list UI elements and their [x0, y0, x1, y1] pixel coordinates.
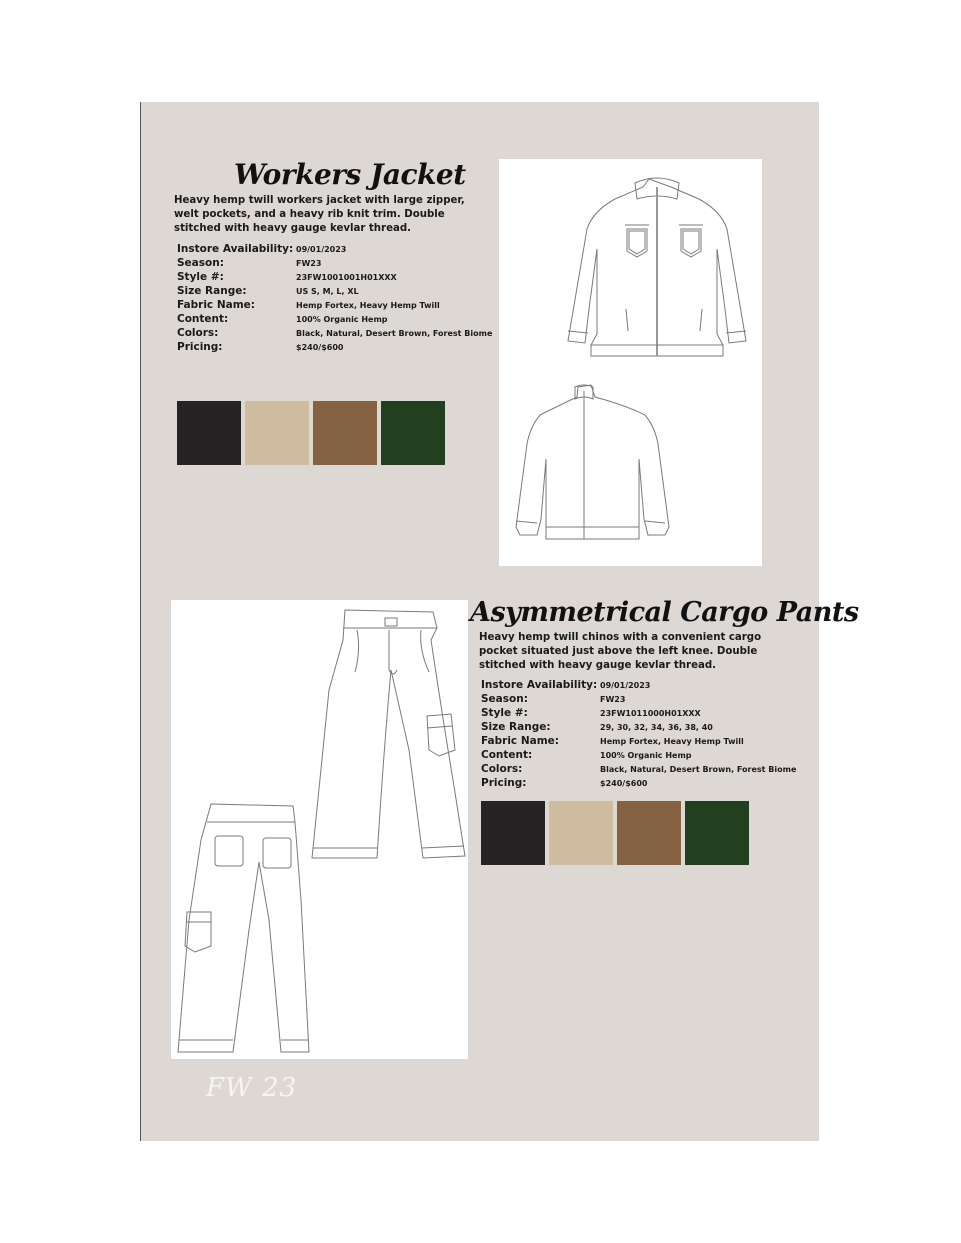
spec-value: FW23 [600, 695, 626, 704]
spec-label: Instore Availability: [177, 243, 294, 255]
season-footer: FW 23 [206, 1073, 298, 1103]
swatch-forest-biome [685, 801, 749, 865]
spec-value: FW23 [296, 259, 322, 268]
jacket-description: Heavy hemp twill workers jacket with large zipper, welt pockets, and a heavy rib knit trim. Double stitched with heavy gauge kevlar thread. [174, 195, 465, 234]
spec-value: Black, Natural, Desert Brown, Forest Biome [600, 765, 797, 774]
spec-label: Pricing: [177, 341, 223, 353]
spec-value: 23FW1001001H01XXX [296, 273, 397, 282]
pants-title: Asymmetrical Cargo Pants [470, 597, 859, 628]
jacket-color-swatches [177, 401, 445, 465]
jacket-title: Workers Jacket [234, 158, 466, 191]
spec-label: Season: [177, 257, 224, 269]
jacket-flat-sketch [499, 159, 762, 566]
spec-value: $240/$600 [296, 343, 344, 352]
spec-value: $240/$600 [600, 779, 648, 788]
spec-value: 23FW1011000H01XXX [600, 709, 701, 718]
spec-label: Colors: [177, 327, 219, 339]
jacket-back-drawing [516, 385, 669, 539]
pants-front-drawing [312, 610, 465, 858]
pants-back-drawing [178, 804, 309, 1052]
pants-color-swatches [481, 801, 749, 865]
spec-value: US S, M, L, XL [296, 287, 359, 296]
swatch-natural [549, 801, 613, 865]
spec-value: 29, 30, 32, 34, 36, 38, 40 [600, 723, 713, 732]
jacket-front-drawing [568, 178, 746, 356]
spec-value: 09/01/2023 [600, 681, 651, 690]
swatch-desert-brown [313, 401, 377, 465]
spec-label: Style #: [177, 271, 224, 283]
swatch-black [481, 801, 545, 865]
spec-label: Season: [481, 693, 528, 705]
spec-value: Hemp Fortex, Heavy Hemp Twill [296, 301, 440, 310]
spec-value: Black, Natural, Desert Brown, Forest Biome [296, 329, 493, 338]
spec-label: Pricing: [481, 777, 527, 789]
swatch-forest-biome [381, 401, 445, 465]
spec-label: Colors: [481, 763, 523, 775]
spec-label: Content: [177, 313, 229, 325]
swatch-black [177, 401, 241, 465]
spec-value: 100% Organic Hemp [296, 315, 388, 324]
spec-label: Style #: [481, 707, 528, 719]
spec-label: Size Range: [481, 721, 551, 733]
pants-flat-sketch [171, 600, 468, 1059]
spec-label: Fabric Name: [481, 735, 559, 747]
spec-label: Instore Availability: [481, 679, 598, 691]
swatch-natural [245, 401, 309, 465]
spec-label: Size Range: [177, 285, 247, 297]
spec-label: Fabric Name: [177, 299, 255, 311]
spec-value: 09/01/2023 [296, 245, 347, 254]
spec-value: 100% Organic Hemp [600, 751, 692, 760]
pants-description: Heavy hemp twill chinos with a convenient cargo pocket situated just above the left knee. Double stitched with heavy gauge kevlar thread. [479, 632, 762, 671]
swatch-desert-brown [617, 801, 681, 865]
spec-value: Hemp Fortex, Heavy Hemp Twill [600, 737, 744, 746]
spec-label: Content: [481, 749, 533, 761]
